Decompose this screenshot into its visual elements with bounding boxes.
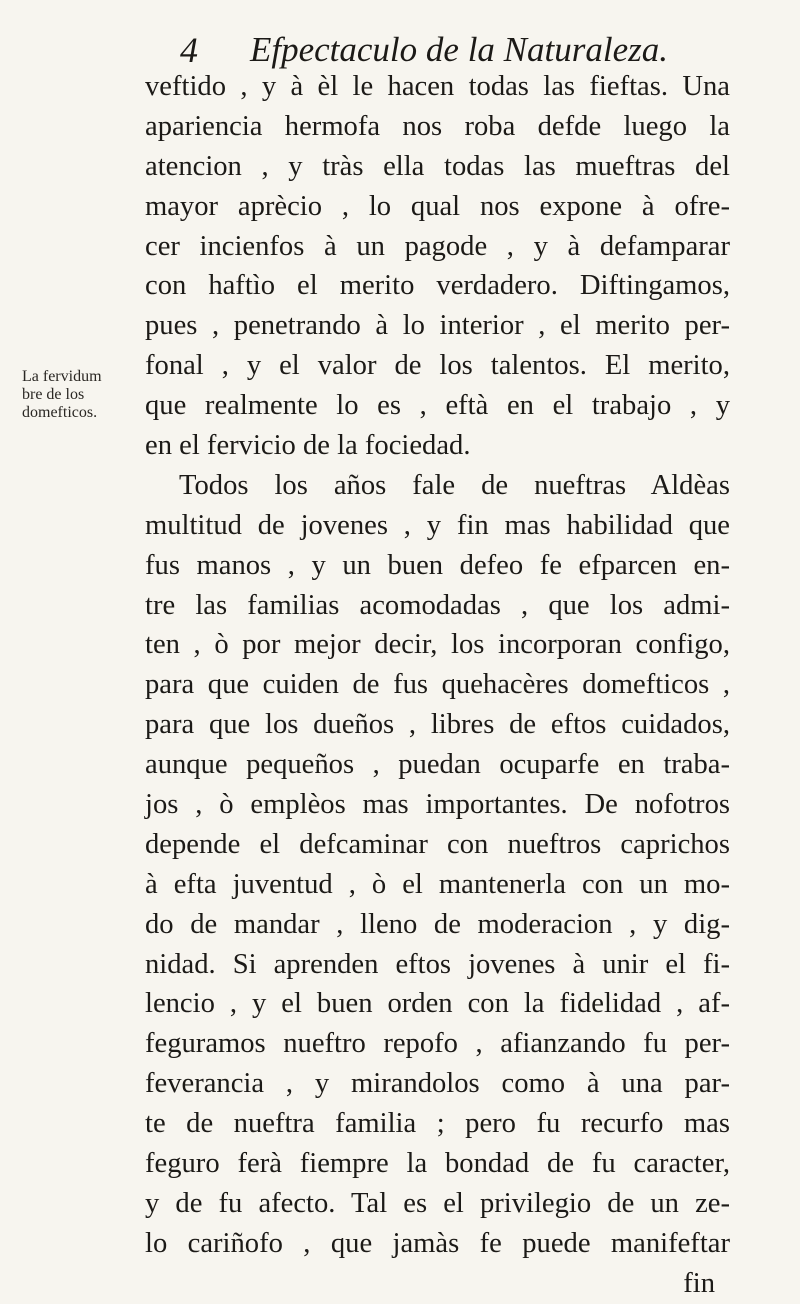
text-line: te de nueftra familia ; pero fu recurfo mas — [145, 1108, 730, 1140]
text-line: veftido , y à èl le hacen todas las fieftas. Una — [145, 71, 730, 102]
margin-note-line: bre de los — [22, 386, 85, 403]
margin-note-line: La fervidum — [22, 368, 102, 385]
text-line: lo cariñofo , que jamàs fe puede manifeftar — [145, 1227, 730, 1259]
text-line: tre las familias acomodadas , que los admi- — [145, 589, 730, 621]
text-line: fonal , y el valor de los talentos. El merito, — [145, 350, 730, 382]
text-line: feverancia , y mirandolos como à una par- — [145, 1068, 730, 1100]
text-line: mayor aprècio , lo qual nos expone à ofre- — [145, 190, 730, 222]
text-line: para que los dueños , libres de eftos cuidados, — [145, 709, 730, 741]
text-line: do de mandar , lleno de moderacion , y dig- — [145, 908, 730, 940]
text-line: depende el defcaminar con nueftros caprichos — [145, 828, 730, 860]
text-line: nidad. Si aprenden eftos jovenes à unir el fi- — [145, 948, 730, 980]
text-line: feguramos nueftro repofo , afianzando fu per- — [145, 1028, 730, 1060]
text-line: con haftìo el merito verdadero. Diftingamos, — [145, 270, 730, 302]
text-line: ten , ò por mejor decir, los incorporan configo, — [145, 629, 730, 661]
margin-note — [22, 368, 118, 422]
text-line: multitud de jovenes , y fin mas habilidad que — [145, 509, 730, 541]
text-line: en el fervicio de la fociedad. — [145, 430, 471, 462]
text-line: aunque pequeños , puedan ocuparfe en traba- — [145, 749, 730, 781]
paragraph-start-line: Todos los años fale de nueftras Aldèas — [179, 469, 730, 501]
text-line: lencio , y el buen orden con la fidelidad , af- — [145, 988, 730, 1020]
text-line: apariencia hermofa nos roba defde luego la — [145, 110, 730, 142]
running-title: Efpectaculo de la Naturaleza. — [250, 30, 668, 69]
text-line: para que cuiden de fus quehacères domefticos , — [145, 669, 730, 701]
text-line: atencion , y tràs ella todas las mueftras del — [145, 150, 730, 182]
text-line: que realmente lo es , eftà en el trabajo , y — [145, 390, 730, 422]
text-line: fus manos , y un buen defeo fe efparcen en- — [145, 549, 730, 581]
margin-note-line: domefticos. — [22, 404, 98, 421]
text-line: pues , penetrando à lo interior , el merito per- — [145, 310, 730, 342]
catchword: fin — [683, 1267, 715, 1299]
text-line: cer incienfos à un pagode , y à defamparar — [145, 230, 730, 262]
text-line: jos , ò emplèos mas importantes. De nofotros — [145, 789, 730, 821]
text-line: feguro ferà fiempre la bondad de fu caracter, — [145, 1148, 730, 1180]
text-line: à efta juventud , ò el mantenerla con un mo- — [145, 868, 730, 900]
page-number: 4 — [180, 30, 198, 70]
text-line: y de fu afecto. Tal es el privilegio de un ze- — [145, 1187, 730, 1219]
body-text — [145, 67, 730, 1304]
